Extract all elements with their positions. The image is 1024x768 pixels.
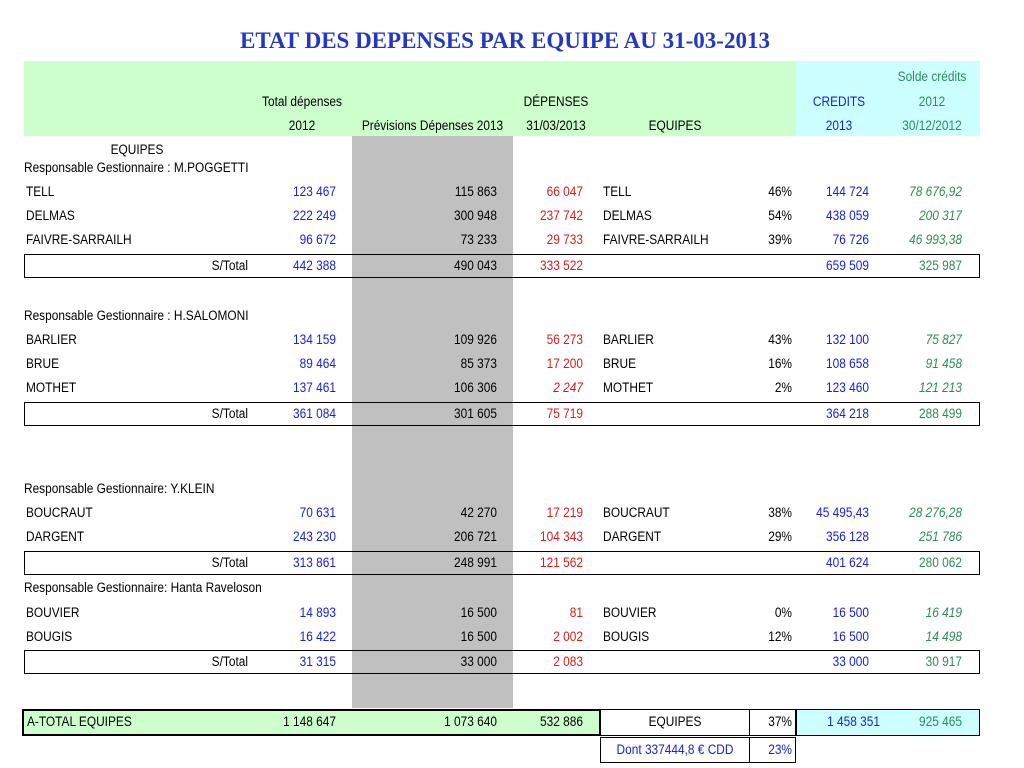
credits-2013: 144 724 — [826, 184, 869, 199]
previsions-2013: 16 500 — [460, 605, 497, 620]
percent-consumed: 38% — [768, 505, 792, 520]
grand-total-label: A-TOTAL EQUIPES — [27, 714, 132, 729]
team-name: BARLIER — [26, 332, 77, 347]
header-total-l2: 2012 — [288, 118, 316, 133]
credits-2013: 108 658 — [826, 356, 869, 371]
percent-consumed: 16% — [768, 356, 792, 371]
grand-total-solde: 925 465 — [919, 714, 962, 729]
subtotal-credits: 401 624 — [826, 555, 869, 570]
credits-2013: 76 726 — [832, 232, 869, 247]
team-name: DARGENT — [26, 529, 85, 544]
depenses-31-03-2013: 29 733 — [546, 232, 583, 247]
percent-consumed: 54% — [768, 208, 792, 223]
credits-2013: 132 100 — [826, 332, 869, 347]
subtotal-dep: 333 522 — [540, 258, 583, 273]
depenses-31-03-2013: 56 273 — [546, 332, 583, 347]
team-name: MOTHET — [26, 380, 77, 395]
previsions-2013: 300 948 — [454, 208, 497, 223]
percent-consumed: 43% — [768, 332, 792, 347]
team-name: TELL — [26, 184, 55, 199]
subtotal-label: S/Total — [211, 654, 248, 669]
solde-credits-2012: 14 498 — [925, 629, 962, 644]
total-depenses-2012: 70 631 — [299, 505, 336, 520]
depenses-31-03-2013: 17 200 — [546, 356, 583, 371]
credits-2013: 45 495,43 — [816, 505, 869, 520]
total-depenses-2012: 243 230 — [293, 529, 336, 544]
equipe-name: BOUCRAUT — [603, 505, 670, 520]
header-solde-l1: Solde crédits — [897, 69, 967, 84]
depenses-31-03-2013: 237 742 — [540, 208, 583, 223]
team-name: DELMAS — [26, 208, 75, 223]
solde-credits-2012: 16 419 — [925, 605, 962, 620]
subtotal-label: S/Total — [211, 555, 248, 570]
solde-credits-2012: 200 317 — [919, 208, 962, 223]
solde-credits-2012: 78 676,92 — [909, 184, 962, 199]
percent-consumed: 46% — [768, 184, 792, 199]
subtotal-credits: 33 000 — [832, 654, 869, 669]
percent-consumed: 2% — [774, 380, 792, 395]
team-name: BOUGIS — [26, 629, 73, 644]
responsable-label: Responsable Gestionnaire: Y.KLEIN — [24, 481, 215, 496]
depenses-31-03-2013: 81 — [569, 605, 583, 620]
subtotal-prev: 33 000 — [460, 654, 497, 669]
subtotal-solde: 325 987 — [919, 258, 962, 273]
previsions-2013: 106 306 — [454, 380, 497, 395]
percent-consumed: 12% — [768, 629, 792, 644]
total-depenses-2012: 89 464 — [299, 356, 336, 371]
equipe-name: BOUGIS — [603, 629, 650, 644]
subtotal-total: 31 315 — [299, 654, 336, 669]
subtotal-total: 313 861 — [293, 555, 336, 570]
previsions-2013: 109 926 — [454, 332, 497, 347]
grand-total-total: 1 148 647 — [283, 714, 336, 729]
equipe-name: DELMAS — [603, 208, 652, 223]
subtotal-dep: 75 719 — [546, 406, 583, 421]
header-total-l1: Total dépenses — [262, 94, 342, 109]
subtotal-solde: 288 499 — [919, 406, 962, 421]
subtotal-prev: 301 605 — [454, 406, 497, 421]
subtotal-dep: 121 562 — [540, 555, 583, 570]
grand-total-credits: 1 458 351 — [827, 714, 880, 729]
subtotal-solde: 30 917 — [925, 654, 962, 669]
previsions-2013: 73 233 — [460, 232, 497, 247]
solde-credits-2012: 251 786 — [919, 529, 962, 544]
solde-credits-2012: 91 458 — [925, 356, 962, 371]
solde-credits-2012: 28 276,28 — [909, 505, 962, 520]
total-depenses-2012: 16 422 — [299, 629, 336, 644]
total-depenses-2012: 14 893 — [299, 605, 336, 620]
grand-total-pct: 37% — [768, 714, 792, 729]
total-depenses-2012: 134 159 — [293, 332, 336, 347]
depenses-31-03-2013: 104 343 — [540, 529, 583, 544]
grand-total-equipes: EQUIPES — [648, 714, 702, 729]
depenses-31-03-2013: 17 219 — [546, 505, 583, 520]
team-name: BRUE — [26, 356, 60, 371]
equipe-name: DARGENT — [603, 529, 662, 544]
subtotal-dep: 2 083 — [553, 654, 583, 669]
previsions-2013: 206 721 — [454, 529, 497, 544]
responsable-label: Responsable Gestionnaire : M.POGGETTI — [24, 160, 249, 175]
percent-consumed: 29% — [768, 529, 792, 544]
footnote-pct: 23% — [768, 742, 792, 757]
subtotal-prev: 248 991 — [454, 555, 497, 570]
header-depenses-l1: DÉPENSES — [523, 94, 589, 109]
subtotal-label: S/Total — [211, 258, 248, 273]
responsable-label: Responsable Gestionnaire: Hanta Raveloson — [24, 580, 262, 595]
previsions-2013: 85 373 — [460, 356, 497, 371]
solde-credits-2012: 75 827 — [925, 332, 962, 347]
team-name: BOUVIER — [26, 605, 80, 620]
grand-total-dep: 532 886 — [540, 714, 583, 729]
credits-2013: 123 460 — [826, 380, 869, 395]
credits-2013: 438 059 — [826, 208, 869, 223]
team-name: BOUCRAUT — [26, 505, 93, 520]
subtotal-credits: 364 218 — [826, 406, 869, 421]
footnote-text: Dont 337444,8 € CDD — [616, 742, 734, 757]
total-depenses-2012: 123 467 — [293, 184, 336, 199]
header-credits-l2: 2013 — [825, 118, 853, 133]
equipe-name: BARLIER — [603, 332, 654, 347]
team-name: FAIVRE-SARRAILH — [26, 232, 132, 247]
credits-2013: 16 500 — [832, 605, 869, 620]
total-depenses-2012: 222 249 — [293, 208, 336, 223]
equipes-label: EQUIPES — [110, 142, 164, 157]
page-title: ETAT DES DEPENSES PAR EQUIPE AU 31-03-2013 — [240, 28, 770, 53]
credits-2013: 356 128 — [826, 529, 869, 544]
total-depenses-2012: 96 672 — [299, 232, 336, 247]
previsions-2013: 16 500 — [460, 629, 497, 644]
subtotal-solde: 280 062 — [919, 555, 962, 570]
equipe-name: TELL — [603, 184, 632, 199]
previsions-2013: 115 863 — [454, 184, 497, 199]
header-depenses-l2: 31/03/2013 — [526, 118, 586, 133]
subtotal-credits: 659 509 — [826, 258, 869, 273]
percent-consumed: 0% — [774, 605, 792, 620]
solde-credits-2012: 121 213 — [919, 380, 962, 395]
grand-total-prev: 1 073 640 — [444, 714, 497, 729]
subtotal-label: S/Total — [211, 406, 248, 421]
solde-credits-2012: 46 993,38 — [909, 232, 962, 247]
subtotal-prev: 490 043 — [454, 258, 497, 273]
percent-consumed: 39% — [768, 232, 792, 247]
previsions-2013: 42 270 — [460, 505, 497, 520]
header-solde-l3: 30/12/2012 — [902, 118, 962, 133]
equipe-name: MOTHET — [603, 380, 654, 395]
header-solde-l2: 2012 — [918, 94, 946, 109]
header-previsions: Prévisions Dépenses 2013 — [361, 118, 504, 133]
credits-2013: 16 500 — [832, 629, 869, 644]
header-equipes: EQUIPES — [648, 118, 702, 133]
depenses-31-03-2013: 66 047 — [546, 184, 583, 199]
header-credits-l1: CREDITS — [812, 94, 866, 109]
total-depenses-2012: 137 461 — [293, 380, 336, 395]
responsable-label: Responsable Gestionnaire : H.SALOMONI — [24, 308, 249, 323]
equipe-name: FAIVRE-SARRAILH — [603, 232, 709, 247]
depenses-31-03-2013: 2 247 — [553, 380, 583, 395]
equipe-name: BRUE — [603, 356, 637, 371]
subtotal-total: 361 084 — [293, 406, 336, 421]
equipe-name: BOUVIER — [603, 605, 657, 620]
subtotal-total: 442 388 — [293, 258, 336, 273]
depenses-31-03-2013: 2 002 — [553, 629, 583, 644]
